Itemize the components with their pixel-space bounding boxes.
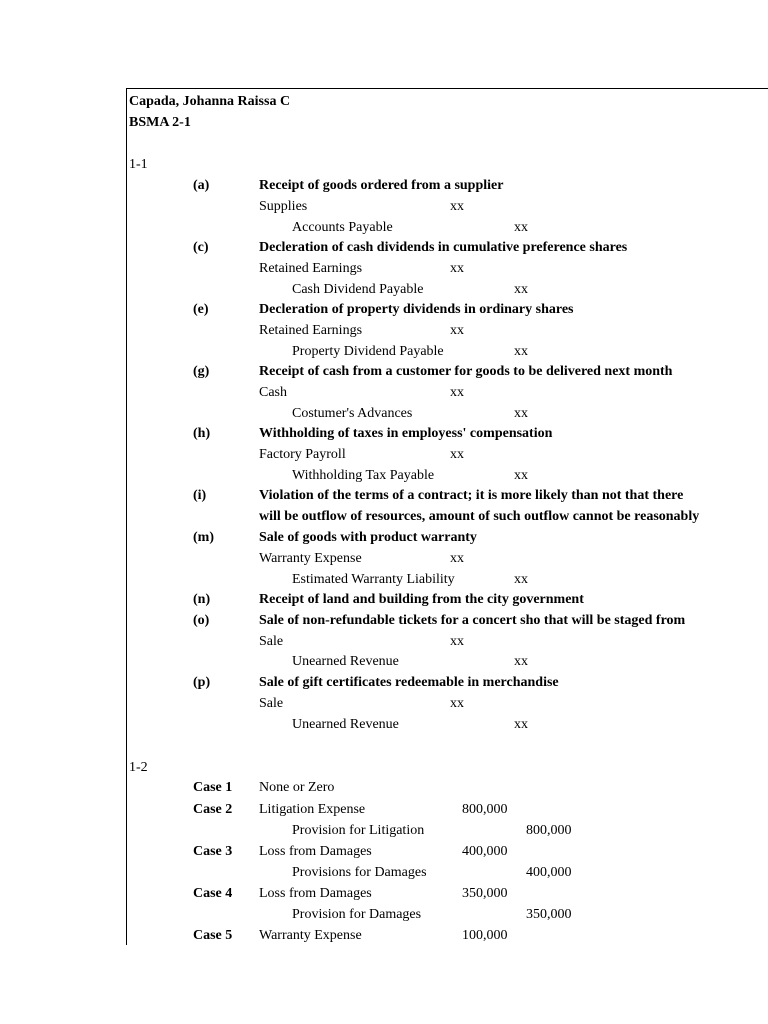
- credit-amount: xx: [514, 282, 528, 297]
- item-row: [127, 672, 768, 693]
- debit-account: Retained Earnings: [259, 261, 363, 276]
- item-row: [127, 361, 768, 382]
- item-key: (m): [193, 530, 214, 545]
- debit-account: Retained Earnings: [259, 323, 363, 338]
- item-description: Sale of goods with product warranty: [259, 530, 477, 545]
- debit-amount: 100,000: [462, 928, 508, 943]
- credit-row: [127, 651, 768, 672]
- debit-account: Litigation Expense: [259, 802, 366, 817]
- item-key: (o): [193, 613, 210, 628]
- credit-row: [127, 820, 768, 841]
- item-row: [127, 485, 768, 506]
- case-key: Case 2: [193, 802, 233, 817]
- spreadsheet: [126, 88, 768, 945]
- part-label-row: [127, 154, 768, 175]
- credit-row: [127, 279, 768, 300]
- debit-account: Sale: [259, 696, 284, 711]
- credit-amount: xx: [514, 468, 528, 483]
- debit-account: Warranty Expense: [259, 551, 362, 566]
- debit-amount: xx: [450, 385, 464, 400]
- credit-account: Provision for Damages: [292, 907, 422, 922]
- credit-amount: xx: [514, 406, 528, 421]
- debit-row: [127, 258, 768, 279]
- item-description: Receipt of goods ordered from a supplier: [259, 178, 504, 193]
- item-key: (e): [193, 302, 209, 317]
- case-row: [127, 883, 768, 904]
- credit-amount: 350,000: [526, 907, 572, 922]
- item-key: (a): [193, 178, 210, 193]
- debit-account: Cash: [259, 385, 287, 400]
- item-description-continued: [127, 506, 768, 527]
- credit-row: [127, 465, 768, 486]
- item-description: Violation of the terms of a contract; it is more likely than not that there: [259, 488, 684, 503]
- credit-amount: xx: [514, 572, 528, 587]
- case-row: [127, 925, 768, 945]
- credit-amount: xx: [514, 220, 528, 235]
- case-key: Case 5: [193, 928, 233, 943]
- credit-amount: xx: [514, 344, 528, 359]
- credit-row: [127, 217, 768, 238]
- case-key: Case 4: [193, 886, 233, 901]
- debit-amount: 800,000: [462, 802, 508, 817]
- case-row: [127, 799, 768, 820]
- item-description: Decleration of cash dividends in cumulative preference shares: [259, 240, 628, 255]
- credit-account: Accounts Payable: [292, 220, 393, 235]
- item-description: Sale of gift certificates redeemable in merchandise: [259, 675, 559, 690]
- item-row: [127, 237, 768, 258]
- debit-row: [127, 382, 768, 403]
- item-description: Sale of non-refundable tickets for a concert sho that will be staged from: [259, 613, 686, 628]
- credit-row: [127, 341, 768, 362]
- case-row: [127, 841, 768, 862]
- item-row: [127, 423, 768, 444]
- debit-amount: xx: [450, 261, 464, 276]
- debit-amount: 350,000: [462, 886, 508, 901]
- debit-amount: xx: [450, 199, 464, 214]
- item-row: [127, 299, 768, 320]
- debit-amount: xx: [450, 323, 464, 338]
- item-description: Receipt of cash from a customer for goods to be delivered next month: [259, 364, 673, 379]
- debit-account: Loss from Damages: [259, 886, 372, 901]
- item-key: (h): [193, 426, 211, 441]
- item-description: Withholding of taxes in employess' compensation: [259, 426, 553, 441]
- item-key: (n): [193, 592, 211, 607]
- credit-account: Property Dividend Payable: [292, 344, 444, 359]
- credit-account: Estimated Warranty Liability: [292, 572, 455, 587]
- debit-account: None or Zero: [259, 780, 335, 795]
- item-description: Receipt of land and building from the city government: [259, 592, 584, 607]
- credit-account: Provisions for Damages: [292, 865, 427, 880]
- case-key: Case 3: [193, 844, 233, 859]
- debit-row: [127, 548, 768, 569]
- item-row: [127, 589, 768, 610]
- credit-account: Withholding Tax Payable: [292, 468, 435, 483]
- credit-amount: 800,000: [526, 823, 572, 838]
- credit-amount: xx: [514, 717, 528, 732]
- item-key: (c): [193, 240, 209, 255]
- debit-amount: xx: [450, 551, 464, 566]
- section-label: BSMA 2-1: [129, 115, 191, 130]
- part2-label: 1-2: [129, 760, 148, 775]
- part1-label: 1-1: [129, 157, 148, 172]
- credit-row: [127, 904, 768, 925]
- item-key: (g): [193, 364, 210, 379]
- debit-account: Factory Payroll: [259, 447, 346, 462]
- item-description: Decleration of property dividends in ordinary shares: [259, 302, 574, 317]
- credit-account: Unearned Revenue: [292, 654, 399, 669]
- credit-row: [127, 862, 768, 883]
- credit-row: [127, 403, 768, 424]
- item-key: (p): [193, 675, 211, 690]
- debit-account: Loss from Damages: [259, 844, 372, 859]
- debit-account: Sale: [259, 634, 284, 649]
- case-key: Case 1: [193, 780, 233, 795]
- credit-account: Unearned Revenue: [292, 717, 399, 732]
- debit-row: [127, 444, 768, 465]
- credit-account: Costumer's Advances: [292, 406, 413, 421]
- debit-amount: xx: [450, 696, 464, 711]
- student-name: Capada, Johanna Raissa C: [129, 94, 291, 109]
- debit-amount: 400,000: [462, 844, 508, 859]
- debit-account: Supplies: [259, 199, 308, 214]
- debit-amount: xx: [450, 447, 464, 462]
- item-key: (i): [193, 488, 207, 503]
- credit-amount: xx: [514, 654, 528, 669]
- debit-row: [127, 693, 768, 714]
- debit-row: [127, 196, 768, 217]
- credit-row: [127, 569, 768, 590]
- credit-row: [127, 714, 768, 735]
- credit-account: Provision for Litigation: [292, 823, 425, 838]
- item-description: will be outflow of resources, amount of such outflow cannot be reasonably: [259, 509, 700, 524]
- credit-account: Cash Dividend Payable: [292, 282, 424, 297]
- debit-amount: xx: [450, 634, 464, 649]
- item-row: [127, 175, 768, 196]
- item-row: [127, 527, 768, 548]
- item-row: [127, 610, 768, 631]
- case-row: [127, 777, 768, 798]
- debit-row: [127, 320, 768, 341]
- credit-amount: 400,000: [526, 865, 572, 880]
- header-row: [127, 112, 768, 133]
- part-label-row: [127, 757, 768, 778]
- header-row: [127, 91, 768, 112]
- debit-row: [127, 631, 768, 652]
- debit-account: Warranty Expense: [259, 928, 362, 943]
